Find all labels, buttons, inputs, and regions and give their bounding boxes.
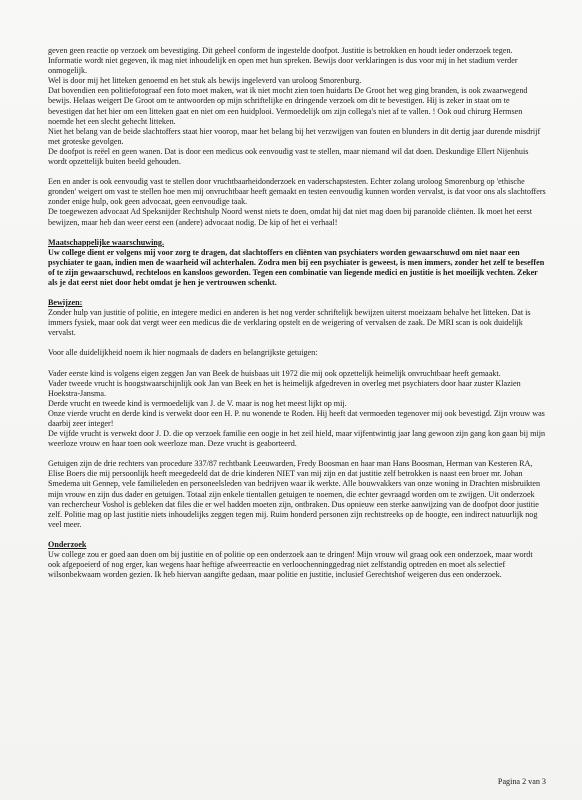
paragraph-gap: [48, 228, 546, 238]
section-heading: Bewijzen:: [48, 298, 83, 308]
paragraph: Vader eerste kind is volgens eigen zeggen Jan van Beek de huisbaas uit 1972 die mij ook opzettelijk heimelijk onvruchtbaar heeft gemaakt.: [48, 368, 501, 378]
paragraph: Onze vierde vrucht en derde kind is verwekt door een H. P. nu wonende te Roden. Hij heeft dat vermoeden tegenover mij ook bevestigd. Zijn vrouw was daarbij zeer integer!: [48, 408, 545, 428]
paragraph-gap: [48, 288, 546, 298]
paragraph: geven geen reactie op verzoek om bevestiging. Dit geheel conform de ingestelde doofpot. Justitie is betrokken en houdt ieder onderzoek tegen. Informatie wordt niet gegeven, ik mag niet inhoudelijk en open met hun spreken. Bewijs door verklaringen is dus voor mij in het stadium verder onmogelijk.: [48, 46, 518, 76]
paragraph: De doofpot is reëel en geen wanen. Dat is door een medicus ook eenvoudig vast te stellen, maar niemand wil dat doen. Deskundige Ellert Nijenhuis wordt opzettelijk buiten beeld gehouden.: [48, 146, 529, 167]
paragraph: Niet het belang van de beide slachtoffers staat hier voorop, maar het belang bij het verzwijgen van fouten en blunders in dit dertig jaar durende misdrijf met groteske gevolgen.: [48, 126, 541, 146]
paragraph: De toegewezen advocaat Ad Speksnijder Rechtshulp Noord wenst niets te doen, omdat hij dat niet mag doen bij paranoïde cliënten. Ik moet het eerst bewijzen, maar heb dan weer eerst een (andere) advocaat nodig. De kip of het ei verhaal!: [48, 207, 532, 227]
paragraph-gap: [48, 530, 546, 540]
paragraph-gap: [48, 338, 546, 348]
paragraph-gap: [48, 167, 546, 177]
bold-paragraph: Uw college dient er volgens mij voor zorg te dragen, dat slachtoffers en cliënten van psychiaters worden gewaarschuwd om niet naar een psychiater te gaan, indien men de waarheid wil achterhalen. Zodra men bij een psychiater is geweest, is men immers, zonder het zelf te beseffen of te zijn gewaarschuwd, rechteloos en kansloos geworden. Tegen een combinatie van liegende medici en justitie is het moeilijk vechten. Zeker als je dat eerst niet door hebt omdat je hen je vertrouwen schenkt.: [48, 247, 545, 287]
paragraph: Uw college zou er goed aan doen om bij justitie en of politie op een onderzoek aan te dringen! Mijn vrouw wil graag ook een onderzoek, maar wordt ook afgepoeierd of nog erger, kan wegens haar heftige afweerreactie en verloochenninggedrag niet zelfstandig optreden en moet als selectief wilsonbekwaam worden gezien. Ik heb hiervan aangifte gedaan, maar politie en justitie, inclusief Gerechtshof weigeren dus een onderzoek.: [48, 550, 533, 580]
paragraph: De vijfde vrucht is verwekt door J. D. die op verzoek familie een oogje in het zeil hield, maar vijfentwintig jaar lang gewoon zijn gang kon gaan bij mijn weerloze vrouw en haar toen ook weerloze man. Deze vrucht is geaborteerd.: [48, 429, 546, 449]
paragraph: Dat bovendien een politiefotograaf een foto moet maken, wat ik niet mocht zien toen huidarts De Groot het weg ging branden, is ook zwaarwegend bewijs. Helaas weigert De Groot om te antwoorden op mijn schriftelijke en dringende verzoek om dit te bevestigen. Hij is zeker in staat om te bevestigen dat het hier om een litteken gaat en niet om een huidplooi. Vermoedelijk om zijn collega's niet af te vallen. ! Ook oud chirurg Hermsen noemde het een slecht gehecht litteken.: [48, 86, 528, 126]
page-number: Pagina 2 van 3: [497, 777, 546, 786]
paragraph: Voor alle duidelijkheid noem ik hier nogmaals de daders en belangrijkste getuigen:: [48, 348, 318, 358]
section-heading: Onderzoek: [48, 539, 87, 549]
paragraph-gap: [48, 449, 546, 459]
paragraph: Wel is door mij het litteken genoemd en het stuk als bewijs ingeleverd van uroloog Smorenburg.: [48, 76, 362, 86]
paragraph: Derde vrucht en tweede kind is vermoedelijk van J. de V. maar is nog het meest lijkt op mij.: [48, 398, 347, 408]
document-body: [48, 46, 546, 580]
paragraph: Een en ander is ook eenvoudig vast te stellen door vruchtbaarheidonderzoek en vaderschapstesten. Echter zolang uroloog Smorenburg op 'ethische gronden' weigert om vast te stellen hoe men mij onvruchtbaar heeft gemaakt en testen eenvoudig kunnen worden vervalst, is dat voor ons als slachtoffers zonder enige hulp, ook geen advocaat, geen eenvoudige taak.: [48, 177, 546, 207]
paragraph: Zonder hulp van justitie of politie, en integere medici en anderen is het nog verder schriftelijk bewijzen uiterst moeizaam behalve het litteken. Dat is immers fysiek, maar ook dat vergt weer een medicus die de verklaring opstelt en de weigering of vervalsen de zaak. De MRI scan is ook duidelijk vervalst.: [48, 308, 531, 338]
section-heading: Maatschappelijke waarschuwing.: [48, 237, 165, 247]
paragraph: Getuigen zijn de drie rechters van procedure 337/87 rechtbank Leeuwarden, Fredy Boosman en haar man Hans Boosman, Herman van Kesteren RA, Elise Boers die mij persoonlijk heeft meegedeeld dat de drie kinderen NIET van mij zijn en dat justitie zelf betrokken is naast een broer mr. Johan Smedema uit Gennep, vele familieleden en personeelsleden van bedrijven waar ik werkte. Alle bouwvakkers van onze woning in Drachten misbruikten mijn vrouw en zijn dus dader en getuigen. Totaal zijn enkele tientallen getuigen te noemen, die echter gevraagd worden om te zwijgen. Uit onderzoek van rechercheur Voshol is gebleken dat files die er wel hadden moeten zijn, ontbraken. Dus opnieuw een sterke aanwijzing van de doofpot door justitie zelf. Politie mag op last justitie niets inhoudelijks zeggen tegen mij. Ruim honderd personen zijn rechtstreeks op de hoogte, een indirect natuurlijk nog veel meer.: [48, 459, 541, 529]
paragraph: Vader tweede vrucht is hoogstwaarschijnlijk ook Jan van Beek en het is heimelijk afgedreven in overleg met psychiaters door haar zuster Klazien Hoekstra-Jansma.: [48, 378, 521, 398]
paragraph-gap: [48, 359, 546, 369]
